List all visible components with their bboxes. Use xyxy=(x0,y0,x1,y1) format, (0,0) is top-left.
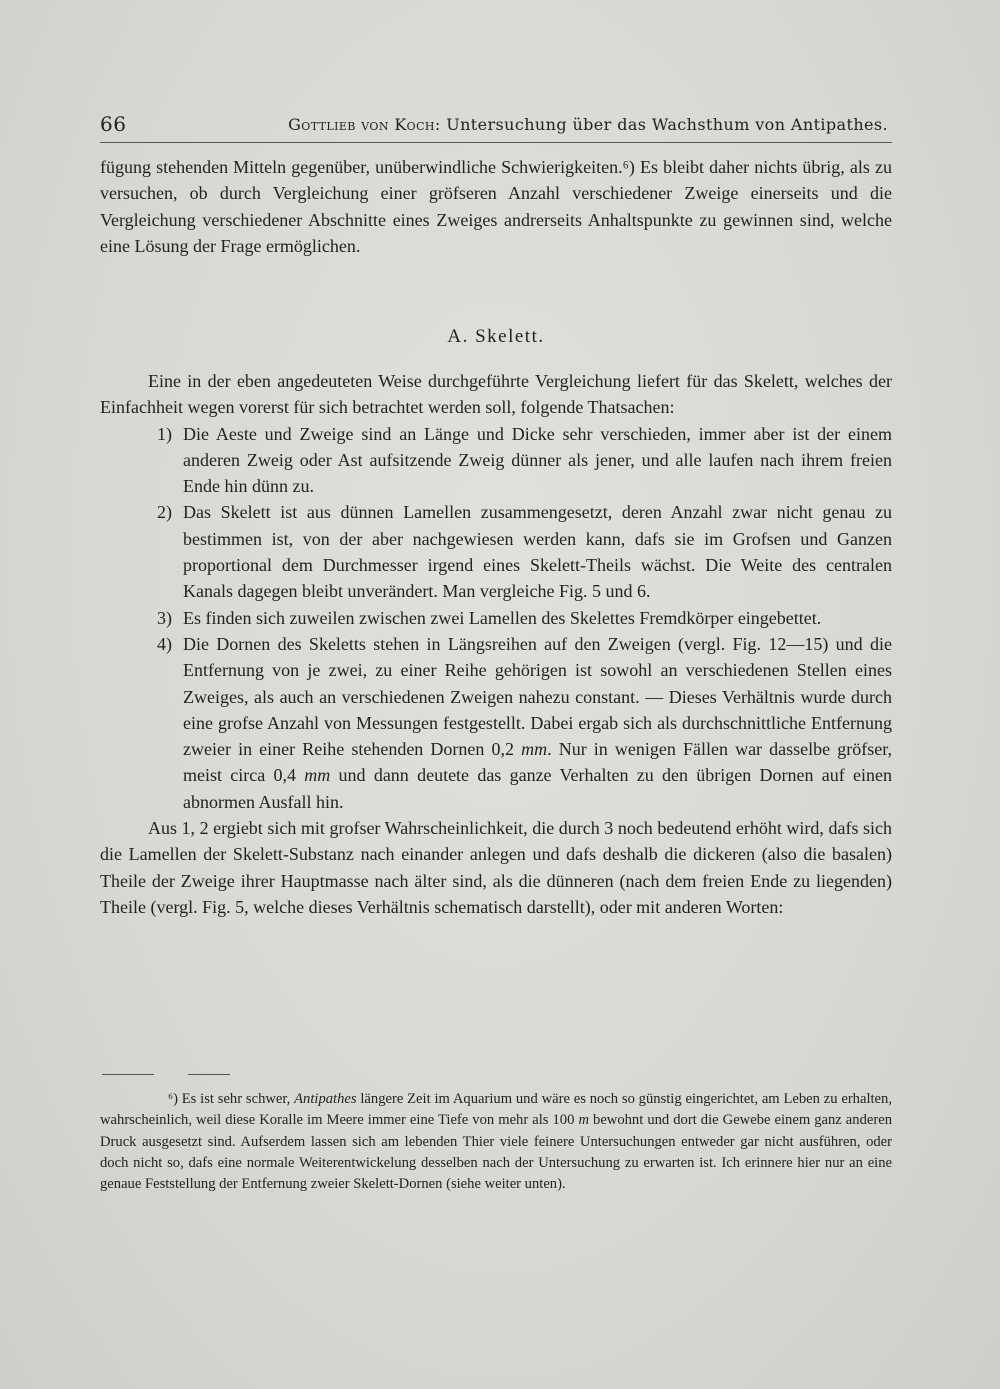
section-body xyxy=(100,368,892,920)
page-header xyxy=(100,112,892,143)
list-item-text: Es finden sich zuweilen zwischen zwei Lamellen des Skelettes Fremdkörper eingebettet. xyxy=(183,607,822,628)
unit: mm xyxy=(304,765,331,786)
opening-paragraph-block xyxy=(100,154,892,260)
list-item xyxy=(100,631,892,815)
running-head xyxy=(288,115,888,134)
list-item-number: 4) xyxy=(157,633,172,654)
footnote-divider xyxy=(188,1074,230,1075)
conclusion-paragraph: Aus 1, 2 ergiebt sich mit grofser Wahrscheinlichkeit, die durch 3 noch bedeutend erhöht wird, dafs sich die Lamellen der Skelett-Substanz nach einander anlegen und dafs deshalb die dickeren (also die basalen) Theile der Zweige ihrer Hauptmasse nach älter sind, als die dünneren (nach dem freien Ende zu liegenden) Theile (vergl. Fig. 5, welche dieses Verhältnis schematisch darstellt), oder mit anderen Worten: xyxy=(100,818,892,917)
footnote-marker: ⁶) xyxy=(168,1091,182,1107)
article-title: : Untersuchung über das Wachsthum von Antipathes. xyxy=(434,115,888,134)
list-item-number: 2) xyxy=(157,502,172,523)
paragraph: fügung stehenden Mitteln gegenüber, unüberwindliche Schwierigkeiten.⁶) Es bleibt daher nichts übrig, als zu versuchen, ob durch Vergleichung einer gröfseren Anzahl verschiedener Zweige einerseits und die Vergleichung verschiedener Abschnitte eines Zweiges andrerseits Anhaltspunkte zu gewinnen sind, welche eine Lösung der Frage ermöglichen. xyxy=(100,157,892,257)
list-item-text: Die Aeste und Zweige sind an Länge und Dicke sehr verschieden, immer aber ist der einem anderen Zweig oder Ast aufsitzende Zweig dünner als jener, und alle laufen nach ihrem freien Ende hin dünn zu. xyxy=(183,423,892,497)
footnote-span: bewohnt und dort die Gewebe einem ganz anderen Druck ausgesetzt sind. Aufserdem lassen sich am lebenden Thier viele feinere Untersuchungen entweder gar nicht ausführen, oder doch nicht so, dafs eine normale Weiterentwickelung desselben nach der Untersuchung zu erwarten ist. Ich erinnere hier nur an eine genaue Feststellung der Entfernung zweier Skelett-Dornen (siehe weiter unten). xyxy=(100,1112,892,1193)
footnote-divider xyxy=(102,1074,154,1075)
section-heading: A. Skelett. xyxy=(447,326,545,347)
footnote xyxy=(100,1089,892,1195)
author-name: Gottlieb von Koch xyxy=(288,115,435,134)
footnote-text xyxy=(100,1089,892,1195)
footnote-span: Es ist sehr schwer, xyxy=(181,1091,295,1107)
list-item-text: Die Dornen des Skeletts stehen in Längsreihen auf den Zweigen (vergl. Fig. 12—15) und die Entfernung von je zwei, zu einer Reihe gehörigen ist sowohl an verschiedenen Stellen eines Zweiges, als auch an verschiedenen Zweigen nahezu constant. — Dieses Verhältnis wurde durch eine grofse Anzahl von Messungen festgestellt. Dabei ergab sich als durchschnittliche Entfernung zweier in einer Reihe stehenden Dornen 0,2 xyxy=(183,633,892,760)
list-item-text: und dann deutete das ganze Verhalten zu den übrigen Dornen auf einen abnormen Ausfall hin. xyxy=(183,765,892,812)
list-item xyxy=(100,499,892,604)
list-item-number: 1) xyxy=(157,423,172,444)
page-number: 66 xyxy=(100,112,127,136)
unit: m xyxy=(578,1112,589,1129)
list-item xyxy=(100,605,892,631)
list-item-text: Das Skelett ist aus dünnen Lamellen zusammengesetzt, deren Anzahl zwar nicht genau zu bestimmen ist, von der aber nachgewiesen werden kann, dafs sie im Grofsen und Ganzen proportional dem Durchmesser irgend eines Skelett-Theils wächst. Die Weite des centralen Kanals dagegen bleibt unverändert. Man vergleiche Fig. 5 und 6. xyxy=(183,502,892,602)
list-item xyxy=(100,421,892,500)
list-item-text: . Nur in wenigen Fällen war dasselbe gröfser, meist circa 0,4 xyxy=(183,739,892,786)
footnote-span: längere Zeit im Aquarium und wäre es noch so günstig eingerichtet, am Leben zu erhalten, wahrscheinlich, weil diese Koralle im Meere immer eine Tiefe von mehr als 100 xyxy=(100,1091,892,1129)
intro-paragraph: Eine in der eben angedeuteten Weise durchgeführte Vergleichung liefert für das Skelett, welches der Einfachheit wegen vorerst für sich betrachtet werden soll, folgende Thatsachen: xyxy=(100,371,892,418)
unit: mm xyxy=(521,739,548,760)
list-item-number: 3) xyxy=(157,607,172,628)
genus-name: Antipathes xyxy=(294,1091,357,1107)
